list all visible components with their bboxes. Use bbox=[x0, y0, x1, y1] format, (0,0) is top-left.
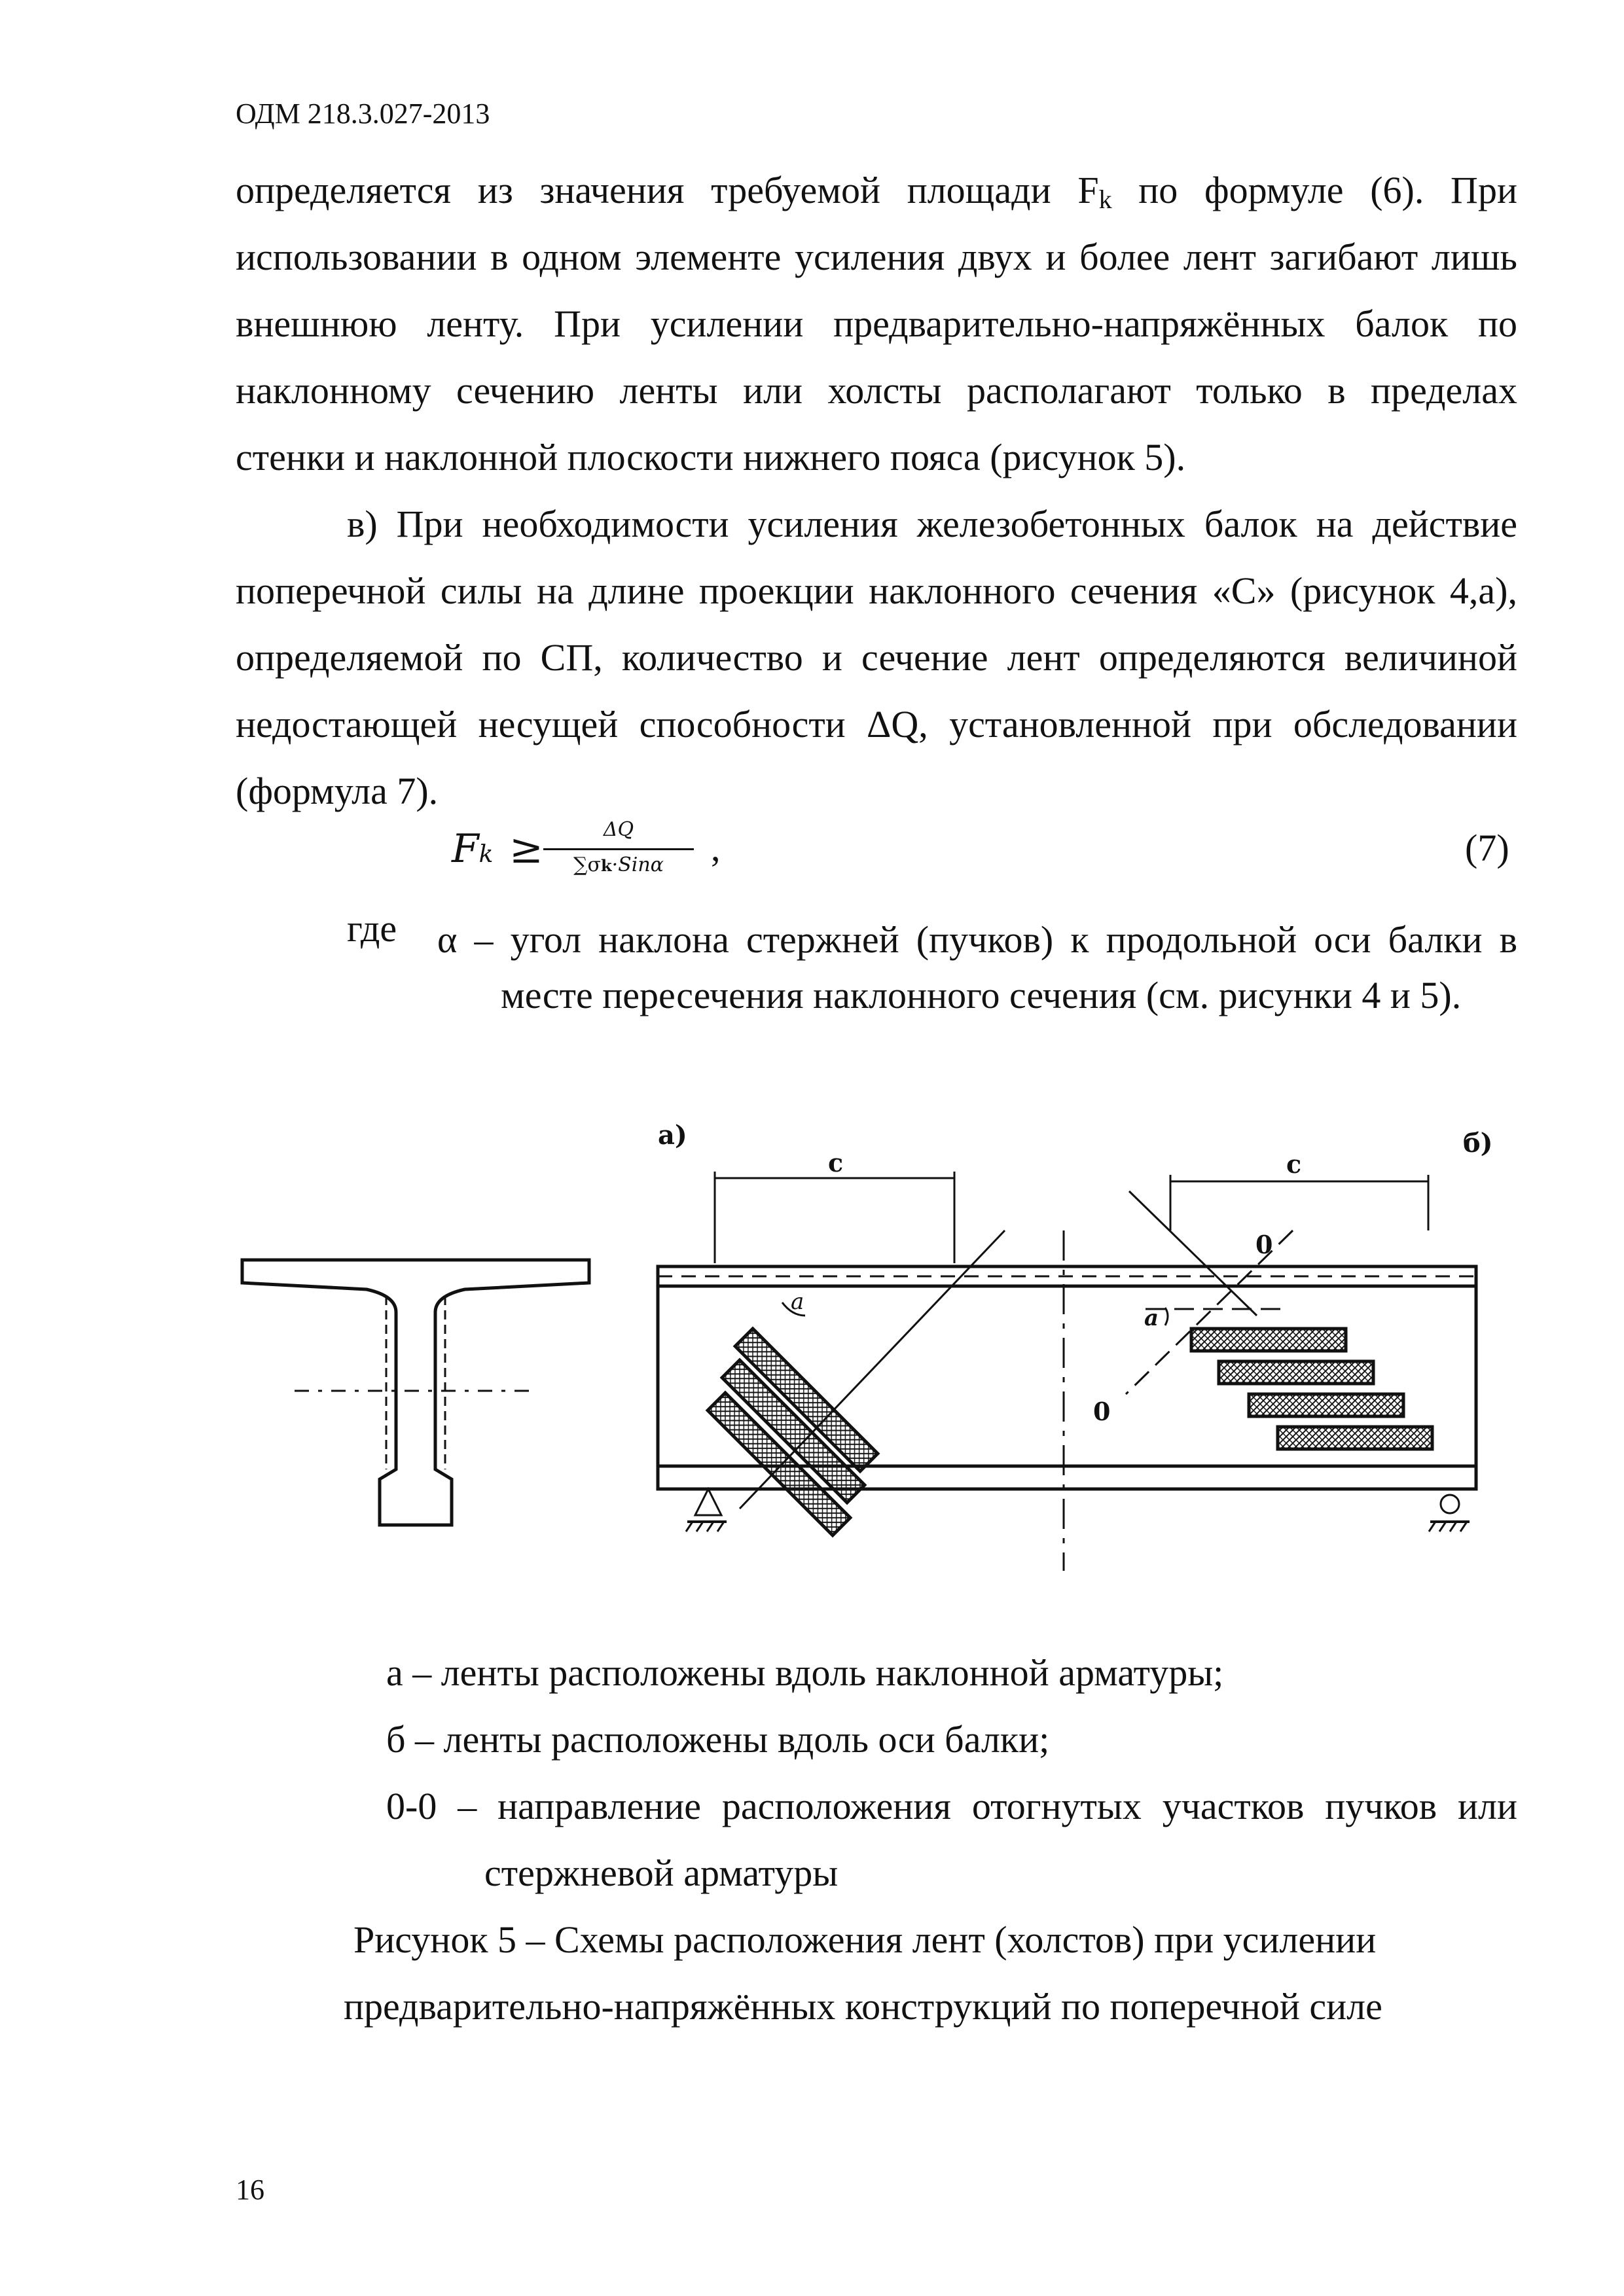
dimension-c-right: с bbox=[1286, 1149, 1302, 1179]
formula-denominator: ∑σk·Sinα bbox=[573, 853, 664, 876]
caption-item-b: б – ленты расположены вдоль оси балки; bbox=[386, 1718, 1050, 1761]
horizontal-strip bbox=[1278, 1427, 1432, 1449]
caption-item-00-line-2: стержневой арматуры bbox=[484, 1852, 839, 1894]
p1-line1-head: определяется из значения требуемой площади F bbox=[236, 169, 1099, 211]
angle-a-right: a bbox=[1144, 1305, 1159, 1331]
horizontal-strip bbox=[1249, 1394, 1403, 1416]
paragraph-2-line-1: в) При необходимости усиления железобетонных балок на действие bbox=[347, 503, 1517, 545]
figure-title-line-2: предварительно-напряжённых конструкций по поперечной силе bbox=[344, 1985, 1382, 2028]
t-beam-cross-section bbox=[242, 1260, 589, 1525]
where-definition-line-1: α – угол наклона стержней (пучков) к продольной оси балки в bbox=[437, 918, 1517, 961]
formula-lhs: Fk bbox=[452, 826, 494, 872]
figure-5 bbox=[223, 1100, 1519, 1584]
denominator-tail: ·Sinα bbox=[611, 853, 664, 876]
beam-diagram bbox=[223, 1100, 1519, 1584]
caption-item-a: а – ленты расположены вдоль наклонной арматуры; bbox=[386, 1651, 1224, 1694]
page-number: 16 bbox=[236, 2174, 264, 2206]
paragraph-2-line-3: определяемой по СП, количество и сечение лент определяются величиной bbox=[236, 636, 1517, 679]
formula-comma: , bbox=[711, 827, 721, 869]
denominator-subscript: k bbox=[601, 856, 612, 875]
formula-lhs-subscript: k bbox=[478, 841, 494, 868]
paragraph-2-line-4: недостающей несущей способности ΔQ, установленной при обследовании bbox=[236, 703, 1517, 745]
label-b: б) bbox=[1463, 1128, 1493, 1158]
figure-title-line-1: Рисунок 5 – Схемы расположения лент (холстов) при усилении bbox=[353, 1918, 1377, 1961]
formula-relation: ≥ bbox=[509, 825, 543, 872]
where-definition-line-2: месте пересечения наклонного сечения (см. рисунки 4 и 5). bbox=[501, 974, 1462, 1016]
horizontal-strip bbox=[1191, 1329, 1346, 1351]
formula-number: (7) bbox=[1465, 827, 1509, 869]
angle-a-left: a bbox=[791, 1289, 804, 1315]
zero-mark-top: 0 bbox=[1255, 1230, 1273, 1259]
caption-item-00-line-1: 0-0 – направление расположения отогнутых участков пучков или bbox=[386, 1785, 1517, 1827]
document-code-header: ОДМ 218.3.027-2013 bbox=[236, 98, 490, 130]
formula-7 bbox=[452, 818, 727, 890]
fraction-bar bbox=[543, 848, 694, 850]
paragraph-2-line-2: поперечной силы на длине проекции наклонного сечения «С» (рисунок 4,а), bbox=[236, 569, 1517, 612]
paragraph-1-line-3: внешнюю ленту. При усилении предварительно-напряжённых балок по bbox=[236, 302, 1517, 345]
paragraph-1-line-4: наклонному сечению ленты или холсты располагают только в пределах bbox=[236, 369, 1517, 412]
dimension-c-left: с bbox=[828, 1148, 844, 1177]
paragraph-1-line-1 bbox=[236, 157, 1517, 233]
paragraph-2-line-5: (формула 7). bbox=[236, 770, 439, 812]
paragraph-1-line-2: использовании в одном элементе усиления двух и более лент загибают лишь bbox=[236, 236, 1517, 278]
paragraph-1-line-5: стенки и наклонной плоскости нижнего пояса (рисунок 5). bbox=[236, 436, 1186, 478]
horizontal-strip bbox=[1219, 1361, 1373, 1384]
where-label: где bbox=[347, 907, 397, 950]
subscript-k: k bbox=[1098, 185, 1112, 214]
zero-mark-bottom: 0 bbox=[1093, 1397, 1111, 1426]
label-a: а) bbox=[658, 1120, 687, 1151]
p1-line1-tail: по формуле (6). При bbox=[1111, 169, 1517, 211]
formula-numerator: ΔQ bbox=[603, 818, 634, 841]
